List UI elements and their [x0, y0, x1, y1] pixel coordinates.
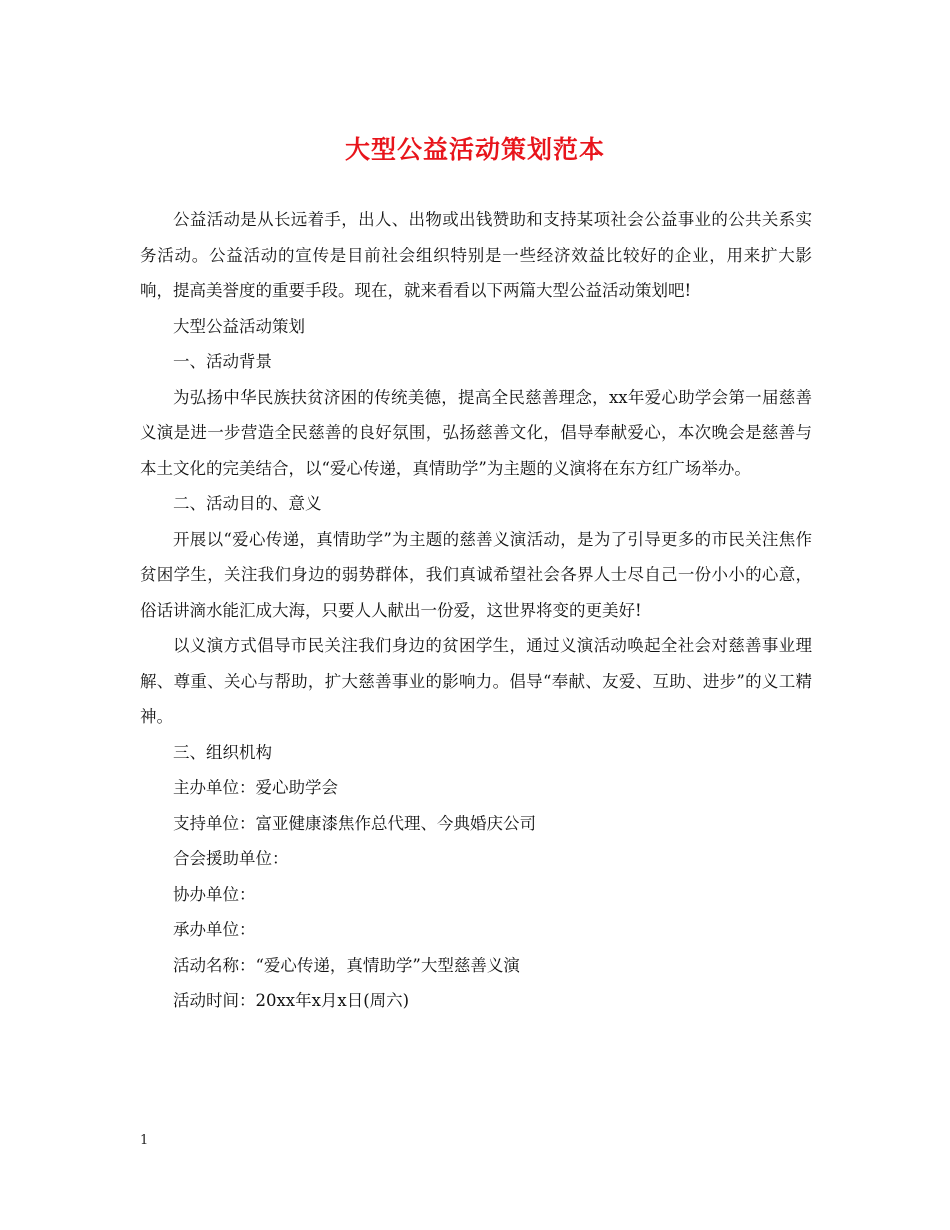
org-supporter: 支持单位：富亚健康漆焦作总代理、今典婚庆公司 [173, 813, 536, 833]
paragraph-intro: 公益活动是从长远着手，出人、出物或出钱赞助和支持某项社会公益事业的公共关系实务活动。公益活动的宣传是目前社会组织特别是一些经济效益比较好的企业，用来扩大影响，提高美誉度的重要手段。现在，就来看看以下两篇大型公益活动策划吧! [140, 210, 812, 300]
document-body [140, 202, 812, 1019]
page-number: 1 [140, 1133, 149, 1148]
section-heading-purpose: 二、活动目的、意义 [173, 494, 322, 513]
event-time: 活动时间：20xx年x月x日(周六) [173, 991, 410, 1010]
event-name: 活动名称：“爱心传递，真情助学”大型慈善义演 [173, 955, 520, 975]
section-heading-background: 一、活动背景 [173, 352, 272, 371]
paragraph-purpose-1: 开展以“爱心传递，真情助学”为主题的慈善义演活动，是为了引导更多的市民关注焦作贫困学生，关注我们身边的弱势群体，我们真诚希望社会各界人士尽自己一份小小的心意，俗话讲滴水能汇成大海，只要人人献出一份爱，这世界将变的更美好! [140, 529, 812, 620]
org-undertaker: 承办单位： [173, 920, 256, 939]
section-heading-organization: 三、组织机构 [173, 742, 272, 762]
org-aid: 合会援助单位： [173, 849, 289, 868]
org-host: 主办单位：爱心助学会 [173, 778, 338, 797]
org-co-organizer: 协办单位： [173, 884, 256, 904]
paragraph-subtitle: 大型公益活动策划 [173, 316, 305, 336]
page-title: 大型公益活动策划范本 [344, 135, 605, 164]
paragraph-background: 为弘扬中华民族扶贫济困的传统美德，提高全民慈善理念，xx年爱心助学会第一届慈善义演是进一步营造全民慈善的良好氛围，弘扬慈善文化，倡导奉献爱心，本次晚会是慈善与本土文化的完美结合，以“爱心传递，真情助学”为主题的义演将在东方红广场举办。 [140, 387, 812, 478]
paragraph-purpose-2: 以义演方式倡导市民关注我们身边的贫困学生，通过义演活动唤起全社会对慈善事业理解、尊重、关心与帮助，扩大慈善事业的影响力。倡导“奉献、友爱、互助、进步”的义工精神。 [140, 636, 812, 726]
